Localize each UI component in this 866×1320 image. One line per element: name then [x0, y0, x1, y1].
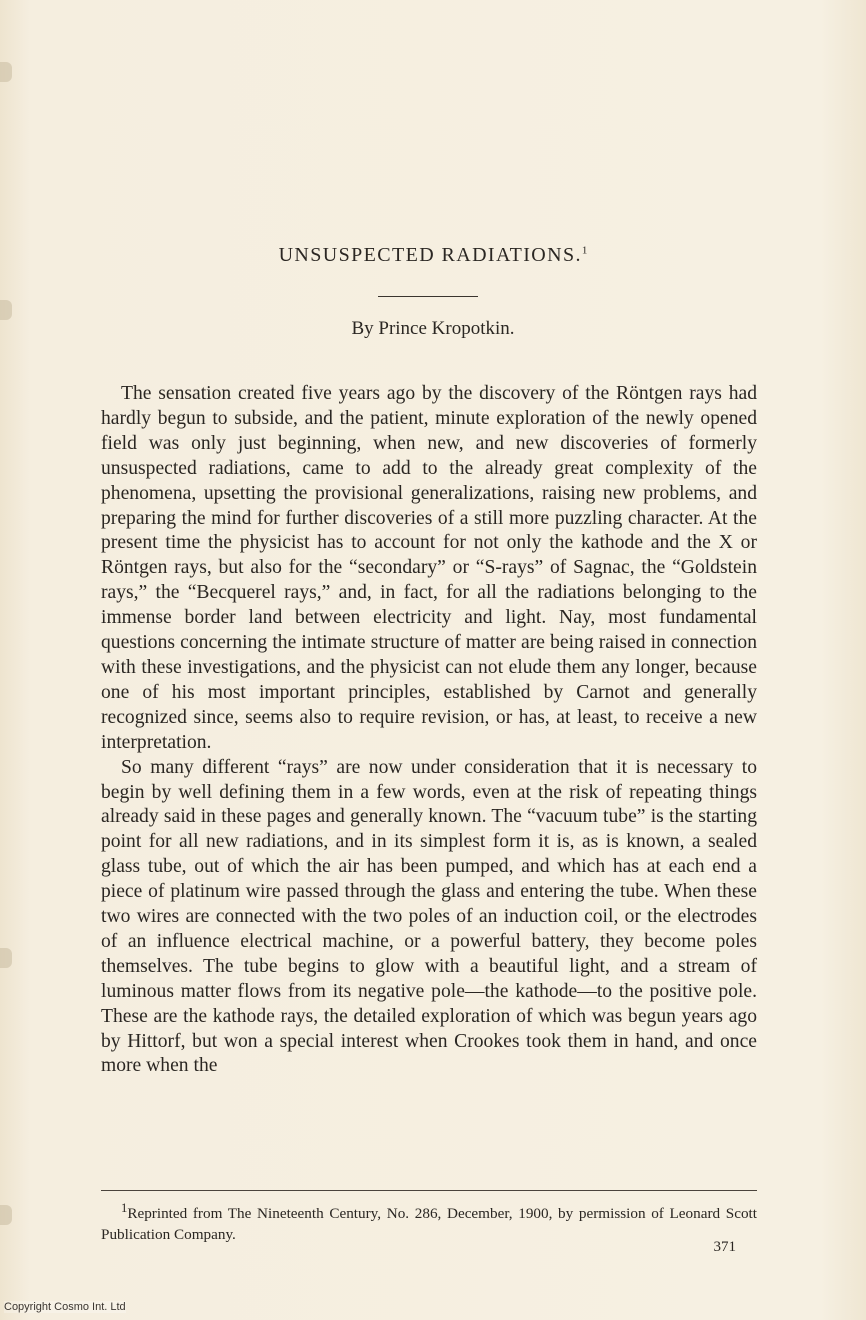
footnote-marker: 1: [121, 1201, 128, 1215]
page-edge-mark: [0, 948, 12, 968]
article-title-text: UNSUSPECTED RADIATIONS.: [278, 244, 582, 266]
footnote: [101, 1198, 757, 1245]
title-footnote-marker: 1: [581, 244, 588, 257]
body-paragraph: The sensation created five years ago by the discovery of the Röntgen rays had hardly begun to subside, and the patient, minute exploration of the newly opened field was only just beginning, when new, and new discoveries of formerly unsuspected radiations, came to add to the already great complexity of the phenomena, upsetting the provisional generalizations, raising new problems, and preparing the mind for further discoveries of a still more puzzling character. At the present time the physicist has to account for not only the kathode and the X or Röntgen rays, but also for the “secondary” or “S-rays” of Sagnac, the “Goldstein rays,” the “Becquerel rays,” and, in fact, for all the radiations belonging to the immense border land between electricity and light. Nay, most fundamental questions concerning the intimate structure of matter are being raised in connection with these investigations, and the physicist can not elude them any longer, because one of his most important principles, established by Carnot and generally recognized since, seems also to require revision, or has, at least, to receive a new interpretation.: [101, 383, 757, 753]
title-divider: [378, 296, 478, 297]
page-edge-mark: [0, 1205, 12, 1225]
body-paragraph: So many different “rays” are now under consideration that it is necessary to begin by well defining them in a few words, even at the risk of repeating things already said in these pages and generally known. The “vacuum tube” is the starting point for all new radiations, and in its simplest form it is, as is known, a sealed glass tube, out of which the air has been pumped, and which has at each end a piece of platinum wire passed through the glass and entering the tube. When these two wires are connected with the two poles of an induction coil, or the electrodes of an influence electrical machine, or a powerful battery, they become poles themselves. The tube begins to glow with a beautiful light, and a stream of luminous matter flows from its negative pole—the kathode—to the positive pole. These are the kathode rays, the detailed exploration of which was begun years ago by Hittorf, but won a special interest when Crookes took them in hand, and once more when the: [101, 756, 757, 1077]
byline: By Prince Kropotkin.: [351, 318, 515, 339]
copyright-watermark: Copyright Cosmo Int. Ltd: [4, 1301, 126, 1313]
page-edge-mark: [0, 300, 12, 320]
article-title: [0, 244, 866, 267]
page-number: 371: [713, 1239, 736, 1255]
article-body: [101, 382, 757, 1079]
footnote-text: Reprinted from The Nineteenth Century, No. 286, December, 1900, by permission of Leonard Scott Publication Company.: [101, 1205, 757, 1244]
page-edge-mark: [0, 62, 12, 82]
footnote-divider: [101, 1190, 757, 1191]
